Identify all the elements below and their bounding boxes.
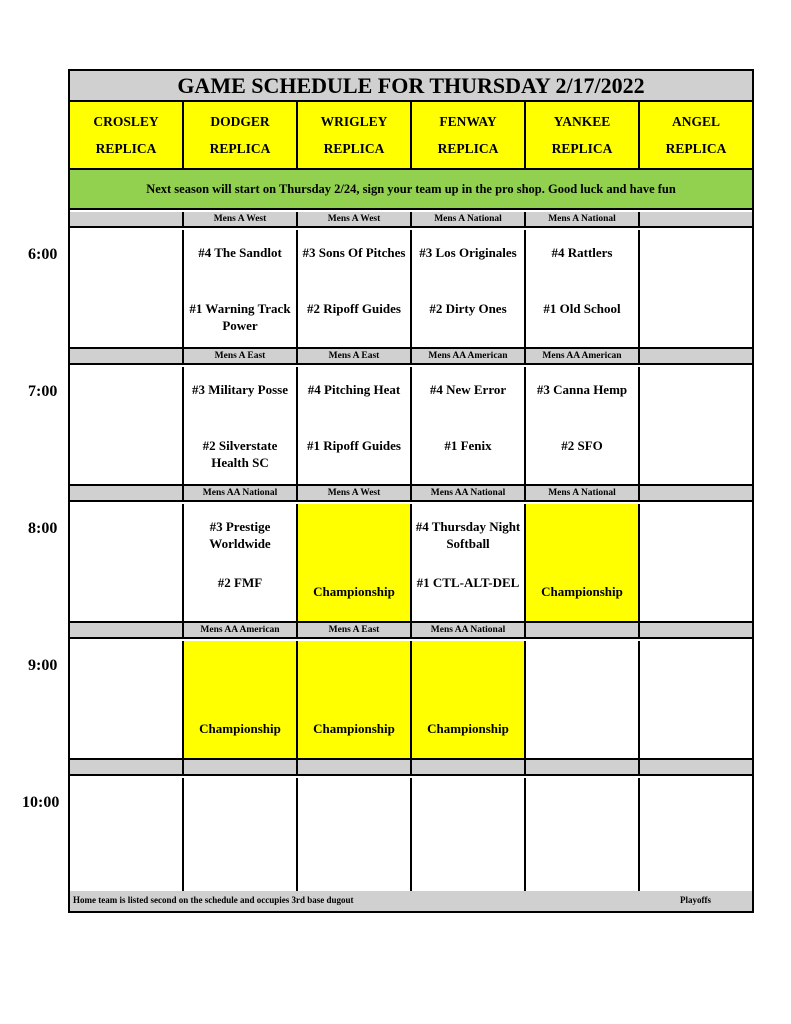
away-team: #4 Rattlers: [551, 245, 613, 260]
division-label: [412, 760, 526, 774]
field-sub: REPLICA: [209, 140, 271, 156]
field-header-3: [412, 102, 526, 170]
away-team: [298, 792, 410, 826]
game-cell: [298, 230, 412, 347]
championship-label: Championship: [199, 721, 281, 736]
game-cell: [526, 778, 640, 895]
division-label: Mens A West: [298, 212, 412, 226]
home-team: [70, 300, 182, 340]
away-team: [640, 381, 752, 415]
away-team: [70, 381, 182, 415]
away-team: [640, 655, 752, 689]
division-label: Mens AA National: [412, 486, 526, 500]
division-band: [70, 623, 752, 639]
away-team: [640, 518, 752, 552]
championship-label: Championship: [427, 721, 509, 736]
home-team: #1 CTL-ALT-DEL: [416, 575, 520, 590]
division-label: [70, 760, 184, 774]
home-team: #2 FMF: [217, 575, 263, 590]
game-cell: [184, 641, 298, 758]
home-team: [526, 711, 638, 751]
game-cell: [526, 367, 640, 484]
division-label: [640, 349, 752, 363]
game-cell: [412, 230, 526, 347]
time-slot-row: [70, 778, 752, 897]
championship-label: Championship: [313, 721, 395, 736]
game-cell: [526, 641, 640, 758]
home-team: #1 Old School: [543, 301, 621, 316]
home-team: [298, 848, 410, 888]
game-cell: [70, 778, 184, 895]
division-label: Mens A National: [526, 486, 640, 500]
game-cell: [184, 778, 298, 895]
away-team: #3 Los Originales: [419, 245, 517, 260]
division-label: [184, 760, 298, 774]
away-team: [184, 792, 296, 826]
field-header-2: [298, 102, 412, 170]
home-team: [640, 848, 752, 888]
game-cell: [184, 367, 298, 484]
home-team: #2 Dirty Ones: [429, 301, 507, 316]
time-label: 10:00: [22, 794, 60, 811]
field-sub: REPLICA: [437, 140, 499, 156]
home-team: #2 SFO: [561, 438, 603, 453]
home-team: [70, 848, 182, 888]
time-label: 6:00: [28, 246, 58, 263]
game-cell: [184, 230, 298, 347]
division-label: [640, 623, 752, 637]
field-header-0: [70, 102, 184, 170]
game-cell: [70, 367, 184, 484]
time-slot-row: [70, 230, 752, 349]
home-team: [70, 574, 182, 614]
game-cell: [70, 230, 184, 347]
game-cell: [526, 504, 640, 621]
field-name: CROSLEY: [93, 113, 159, 129]
away-team: #3 Military Posse: [191, 382, 289, 397]
field-header-5: [640, 102, 752, 170]
field-sub: REPLICA: [95, 140, 157, 156]
division-label: Mens A East: [298, 349, 412, 363]
away-team: [640, 244, 752, 278]
game-cell: [640, 641, 752, 758]
home-team: [640, 300, 752, 340]
away-team: #4 Pitching Heat: [307, 382, 401, 397]
field-sub: REPLICA: [665, 140, 727, 156]
division-band: [70, 486, 752, 502]
away-team: #3 Sons Of Pitches: [302, 245, 406, 260]
season-notice: Next season will start on Thursday 2/24, sign your team up in the pro shop. Good luck and have fun: [70, 170, 752, 210]
game-cell: [298, 778, 412, 895]
away-team: #4 Thursday Night Softball: [415, 519, 521, 551]
home-team: #1 Warning Track Power: [189, 301, 291, 333]
footer: [70, 891, 752, 911]
game-cell: [412, 641, 526, 758]
away-team: [70, 244, 182, 278]
game-cell: [298, 641, 412, 758]
field-header-1: [184, 102, 298, 170]
division-label: [640, 212, 752, 226]
game-cell: [298, 504, 412, 621]
playoffs-legend: Playoffs: [680, 895, 711, 905]
division-label: [70, 349, 184, 363]
division-label: Mens AA National: [412, 623, 526, 637]
time-label: 7:00: [28, 383, 58, 400]
field-sub: REPLICA: [551, 140, 613, 156]
schedule-sheet: [68, 69, 754, 913]
away-team: [526, 792, 638, 826]
home-team: [526, 848, 638, 888]
time-slot-row: [70, 504, 752, 623]
division-label: [640, 486, 752, 500]
division-label: Mens A West: [184, 212, 298, 226]
away-team: [70, 518, 182, 552]
game-cell: [70, 641, 184, 758]
division-band: [70, 349, 752, 365]
time-slot-row: [70, 367, 752, 486]
home-team: [640, 437, 752, 477]
away-team: #4 The Sandlot: [198, 245, 282, 260]
division-label: Mens A East: [298, 623, 412, 637]
division-label: Mens AA American: [412, 349, 526, 363]
time-slot-row: [70, 641, 752, 760]
division-label: [526, 760, 640, 774]
game-cell: [640, 778, 752, 895]
division-label: [70, 486, 184, 500]
game-cell: [412, 367, 526, 484]
field-name: WRIGLEY: [320, 113, 388, 129]
away-team: #3 Canna Hemp: [536, 382, 628, 397]
division-label: Mens A National: [412, 212, 526, 226]
division-label: Mens AA American: [184, 623, 298, 637]
field-name: FENWAY: [439, 113, 497, 129]
home-team: #2 Silverstate Health SC: [202, 438, 278, 470]
championship-label: Championship: [541, 584, 623, 599]
division-label: [70, 623, 184, 637]
time-label: 9:00: [28, 657, 58, 674]
division-label: [526, 623, 640, 637]
field-name: ANGEL: [671, 113, 720, 129]
game-cell: [526, 230, 640, 347]
game-cell: [640, 230, 752, 347]
championship-label: Championship: [313, 584, 395, 599]
game-cell: [640, 367, 752, 484]
division-label: Mens AA American: [526, 349, 640, 363]
page-title: GAME SCHEDULE FOR THURSDAY 2/17/2022: [70, 71, 752, 102]
home-team: [70, 711, 182, 751]
home-team: [70, 437, 182, 477]
division-label: Mens A National: [526, 212, 640, 226]
game-cell: [640, 504, 752, 621]
away-team: [640, 792, 752, 826]
away-team: [526, 655, 638, 689]
home-team: #1 Fenix: [444, 438, 492, 453]
division-label: [298, 760, 412, 774]
home-team: [640, 574, 752, 614]
home-team-note: Home team is listed second on the schedule and occupies 3rd base dugout: [73, 895, 354, 905]
home-team: #1 Ripoff Guides: [307, 438, 401, 453]
away-team: [70, 792, 182, 826]
division-label: Mens A West: [298, 486, 412, 500]
division-label: [640, 760, 752, 774]
division-label: Mens A East: [184, 349, 298, 363]
away-team: [412, 792, 524, 826]
away-team: [70, 655, 182, 689]
game-cell: [70, 504, 184, 621]
field-sub: REPLICA: [323, 140, 385, 156]
game-cell: [412, 778, 526, 895]
away-team: #3 Prestige Worldwide: [209, 519, 271, 551]
home-team: [184, 848, 296, 888]
home-team: [412, 848, 524, 888]
time-label: 8:00: [28, 520, 58, 537]
game-cell: [298, 367, 412, 484]
home-team: #2 Ripoff Guides: [307, 301, 401, 316]
away-team: #4 New Error: [429, 382, 507, 397]
game-cell: [412, 504, 526, 621]
game-cell: [184, 504, 298, 621]
home-team: [640, 711, 752, 751]
field-name: YANKEE: [553, 113, 611, 129]
division-label: [70, 212, 184, 226]
division-label: Mens AA National: [184, 486, 298, 500]
division-band: [70, 760, 752, 776]
field-name: DODGER: [210, 113, 270, 129]
field-header-4: [526, 102, 640, 170]
division-band: [70, 212, 752, 228]
